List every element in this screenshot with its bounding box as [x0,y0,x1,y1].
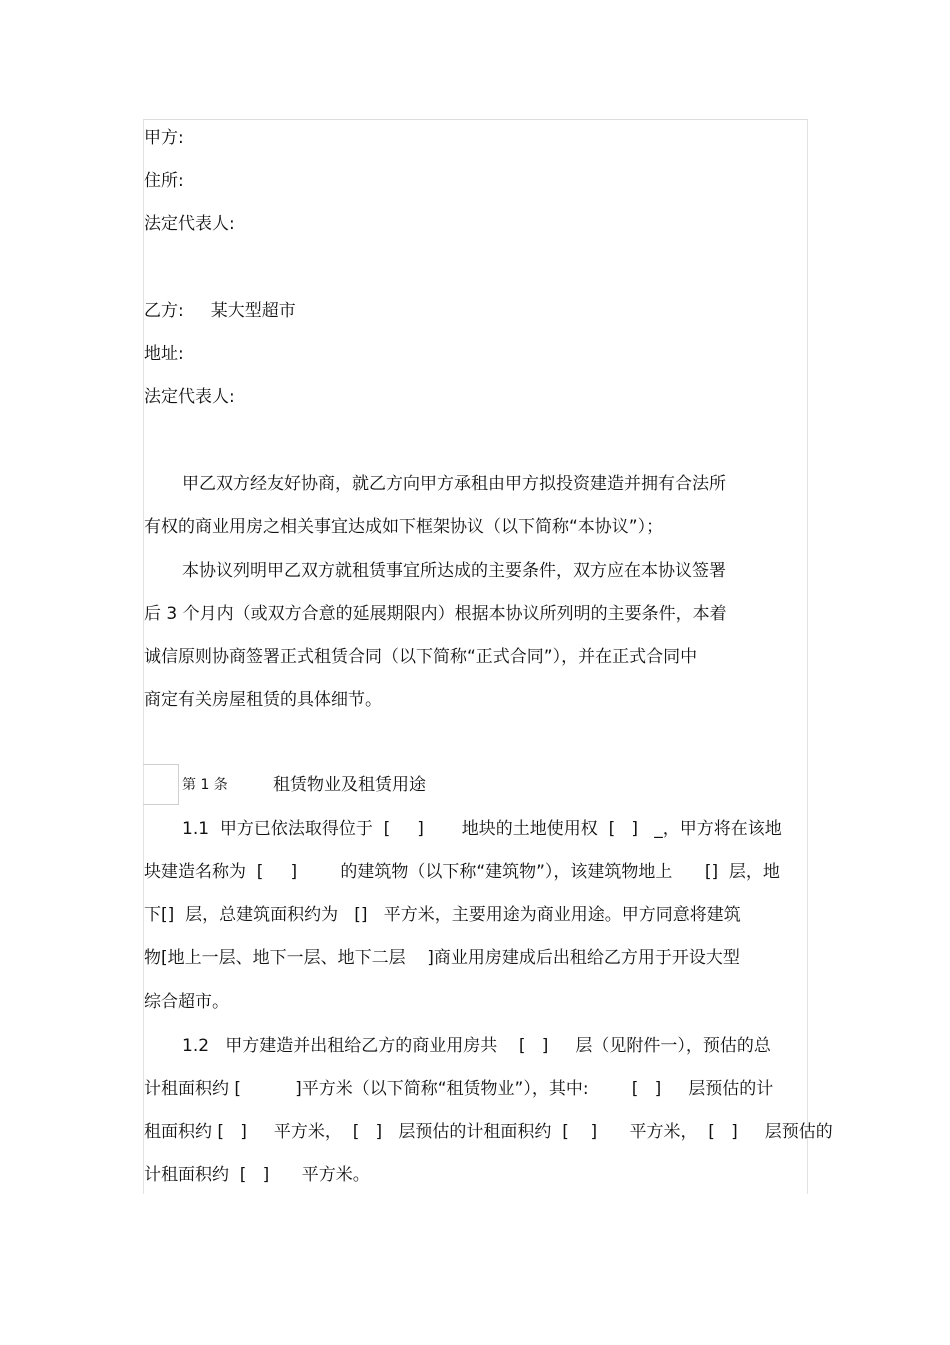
party-b-address-label: 地址: [144,344,184,364]
preamble-p2-line: 商定有关房屋租赁的具体细节。 [144,690,382,710]
clause-1-2-line: 计租面积约 [ ] 平方米。 [144,1165,370,1185]
preamble-p2-line: 后 3 个月内（或双方合意的延展期限内）根据本协议所列明的主要条件，本着 [144,604,727,624]
clause-1-1-line: 1.1 甲方已依法取得位于 [ ] 地块的土地使用权 [ ] _，甲方将在该地 [182,819,782,839]
clause-1-1-line: 物[地上一层、地下一层、地下二层 ]商业用房建成后出租给乙方用于开设大型 [144,948,740,968]
party-a-representative-label: 法定代表人: [144,214,235,234]
preamble-p1-line: 甲乙双方经友好协商，就乙方向甲方承租由甲方拟投资建造并拥有合法所 [182,474,726,494]
preamble-p1-line: 有权的商业用房之相关事宜达成如下框架协议（以下简称“本协议”）； [144,517,664,537]
preamble-p2-line: 本协议列明甲乙双方就租赁事宜所达成的主要条件，双方应在本协议签署 [182,561,726,581]
article-heading-box [143,764,179,805]
clause-1-2-line: 计租面积约 [ ]平方米（以下简称“租赁物业”），其中: [ ] 层预估的计 [144,1079,774,1099]
party-a-label: 甲方: [144,128,184,148]
preamble-p2-line: 诚信原则协商签署正式租赁合同（以下简称“正式合同”），并在正式合同中 [144,647,698,667]
clause-1-2-line: 1.2 甲方建造并出租给乙方的商业用房共 [ ] 层（见附件一），预估的总 [182,1036,771,1056]
page-border-right [807,119,808,1194]
article-number: 第 1 条 [182,777,228,793]
party-a-address-label: 住所: [144,171,184,191]
clause-1-1-line: 块建造名称为 [ ] 的建筑物（以下称“建筑物”），该建筑物地上 [] 层，地 [144,862,780,882]
party-b-representative-label: 法定代表人: [144,387,235,407]
clause-1-1-line: 综合超市。 [144,992,229,1012]
page-border-top [143,119,807,120]
clause-1-2-line: 租面积约 [ ] 平方米， [ ] 层预估的计租面积约 [ ] 平方米， [ ] 层预估的 [144,1122,833,1142]
article-title: 租赁物业及租赁用途 [273,775,426,795]
clause-1-1-line: 下[] 层，总建筑面积约为 [] 平方米，主要用途为商业用途。甲方同意将建筑 [144,905,741,925]
party-b-label: 乙方: 某大型超市 [144,301,296,321]
